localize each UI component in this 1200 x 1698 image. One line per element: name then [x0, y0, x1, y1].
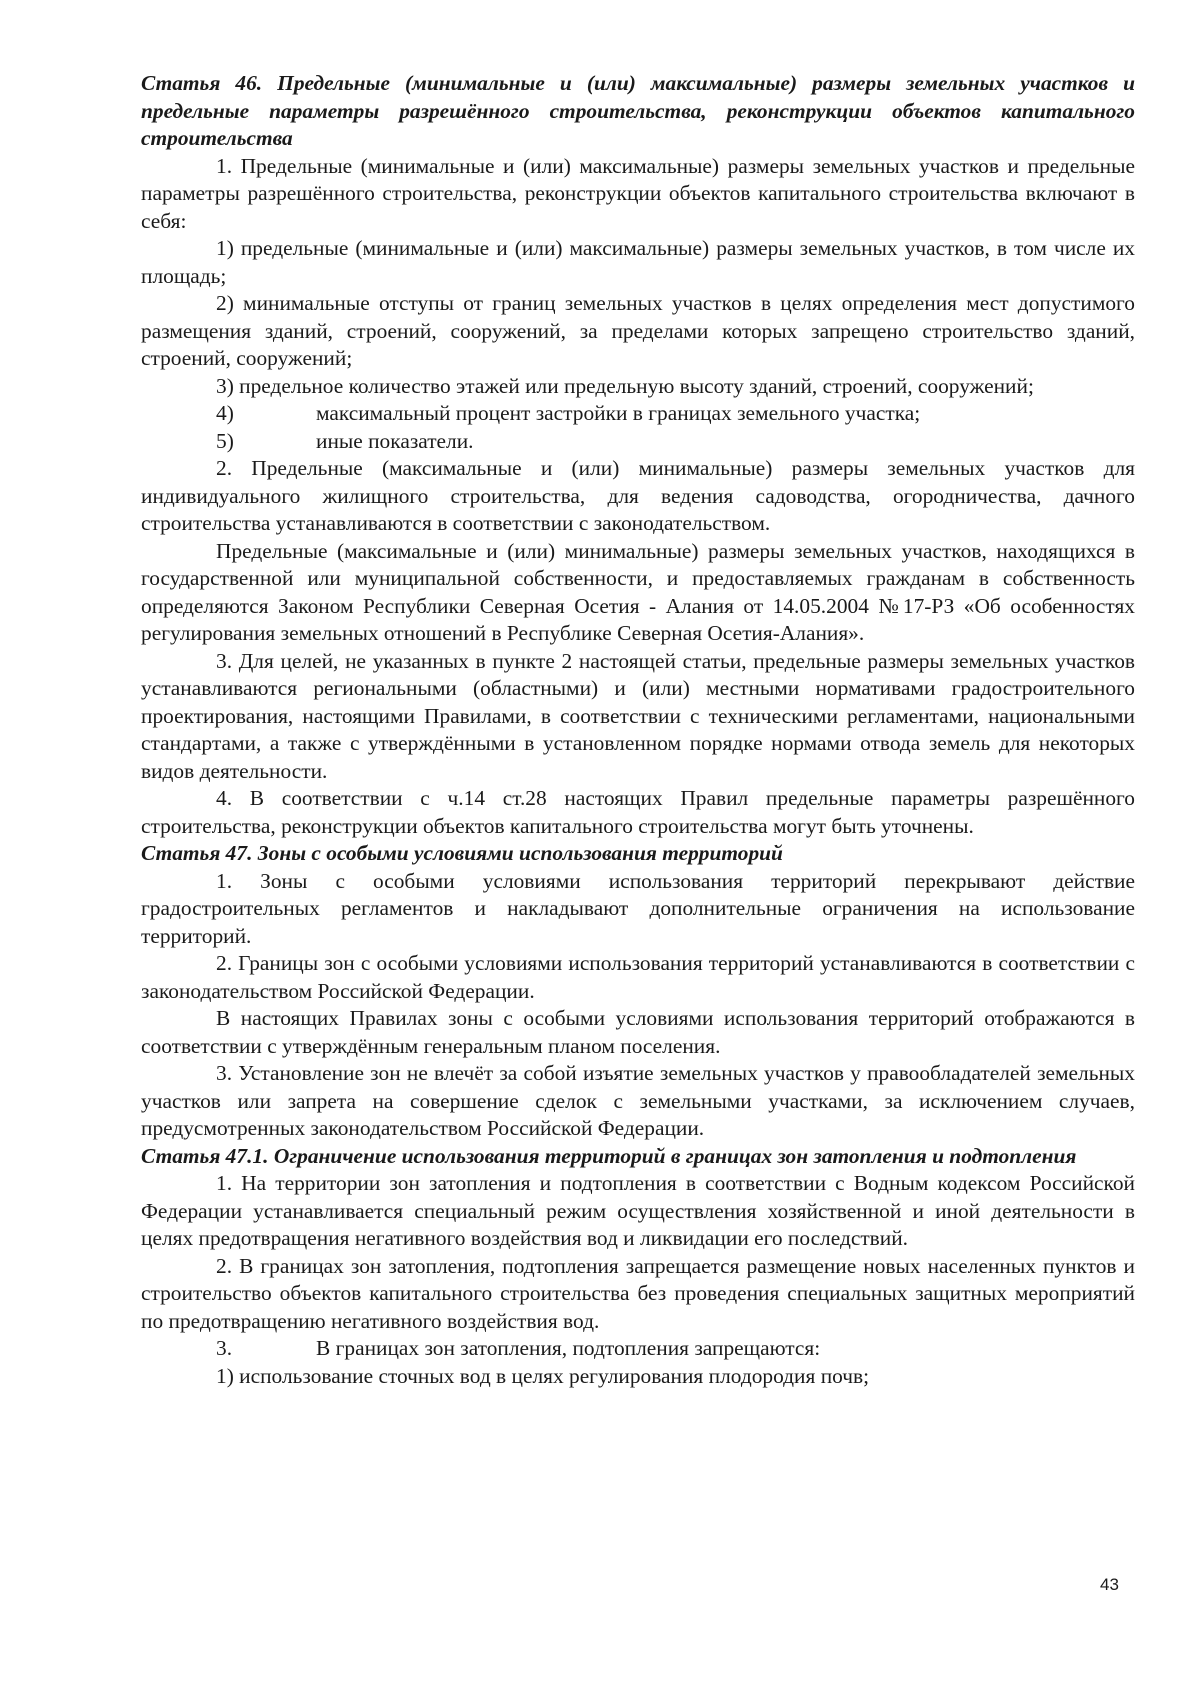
page-number: 43 [1100, 1575, 1119, 1594]
list-item [141, 400, 1135, 428]
list-item: 1) предельные (минимальные и (или) максимальные) размеры земельных участков, в том числе их площадь; [141, 236, 1135, 288]
list-item-number: 5) [216, 428, 234, 453]
paragraph: 4. В соответствии с ч.14 ст.28 настоящих Правил предельные параметры разрешённого строительства, реконструкции объектов капитального строительства могут быть уточнены. [141, 786, 1135, 838]
list-item-text: иные показатели. [316, 428, 474, 453]
paragraph: 1. Предельные (минимальные и (или) максимальные) размеры земельных участков и предельные параметры разрешённого строительства, реконструкции объектов капитального строительства включают в себя: [141, 153, 1135, 233]
paragraph: 2. Предельные (максимальные и (или) минимальные) размеры земельных участков для индивидуального жилищного строительства, для ведения садоводства, огородничества, дачного строительства устанавливаются в соответствии с законодательством. [141, 456, 1135, 535]
article-46-heading: Статья 46. Предельные (минимальные и (или) максимальные) размеры земельных участков и предельные параметры разрешённого строительства, реконструкции объектов капитального строительства [141, 71, 1135, 150]
list-item [141, 1335, 1135, 1363]
paragraph: 1. На территории зон затопления и подтопления в соответствии с Водным кодексом Российской Федерации устанавливается специальный режим осуществления хозяйственной и иной деятельности в целях предотвращения негативного воздействия вод и ликвидации его последствий. [141, 1171, 1135, 1250]
list-item-number: 3. [216, 1336, 233, 1360]
list-item: 3) предельное количество этажей или предельную высоту зданий, строений, сооружений; [216, 373, 1034, 398]
list-item-text: максимальный процент застройки в границах земельного участка; [316, 401, 921, 425]
paragraph: 3. Для целей, не указанных в пункте 2 настоящей статьи, предельные размеры земельных участков устанавливаются региональными (областными) и (или) местными нормативами градостроительного проектирования, настоящими Правилами, в соответствии с техническими регламентами, национальными стандартами, а также с утверждёнными в установленном порядке нормами отвода земель для некоторых видов деятельности. [141, 648, 1135, 783]
list-item [141, 428, 1135, 456]
paragraph: В настоящих Правилах зоны с особыми условиями использования территорий отображаются в соответствии с утверждённым генеральным планом поселения. [141, 1006, 1135, 1058]
paragraph: 1. Зоны с особыми условиями использования территорий перекрывают действие градостроительных регламентов и накладывают дополнительные ограничения на использование территорий. [141, 868, 1135, 948]
article-47-1-heading: Статья 47.1. Ограничение использования территорий в границах зон затопления и подтопления [141, 1143, 1077, 1168]
paragraph: 3. Установление зон не влечёт за собой изъятие земельных участков у правообладателей земельных участков или запрета на совершение сделок с земельными участками, за исключением случаев, предусмотренных законодательством Российской Федерации. [141, 1061, 1135, 1140]
list-item: 1) использование сточных вод в целях регулирования плодородия почв; [216, 1363, 870, 1388]
paragraph: Предельные (максимальные и (или) минимальные) размеры земельных участков, находящихся в государственной или муниципальной собственности, и предоставляемых гражданам в собственность определяются Законом Республики Северная Осетия - Алания от 14.05.2004 №17-РЗ «Об особенностях регулирования земельных отношений в Республике Северная Осетия-Алания». [141, 538, 1135, 645]
article-47-heading: Статья 47. Зоны с особыми условиями использования территорий [141, 841, 783, 865]
list-item-text: В границах зон затопления, подтопления запрещаются: [316, 1336, 821, 1360]
list-item-number: 4) [216, 401, 234, 425]
document-page [141, 70, 1135, 1390]
paragraph: 2. В границах зон затопления, подтопления запрещается размещение новых населенных пунктов и строительство объектов капитального строительства без проведения специальных защитных мероприятий по предотвращению негативного воздействия вод. [141, 1253, 1135, 1333]
paragraph: 2. Границы зон с особыми условиями использования территорий устанавливаются в соответствии с законодательством Российской Федерации. [141, 951, 1135, 1003]
list-item: 2) минимальные отступы от границ земельных участков в целях определения мест допустимого размещения зданий, строений, сооружений, за пределами которых запрещено строительство зданий, строений, сооружений; [141, 291, 1135, 370]
